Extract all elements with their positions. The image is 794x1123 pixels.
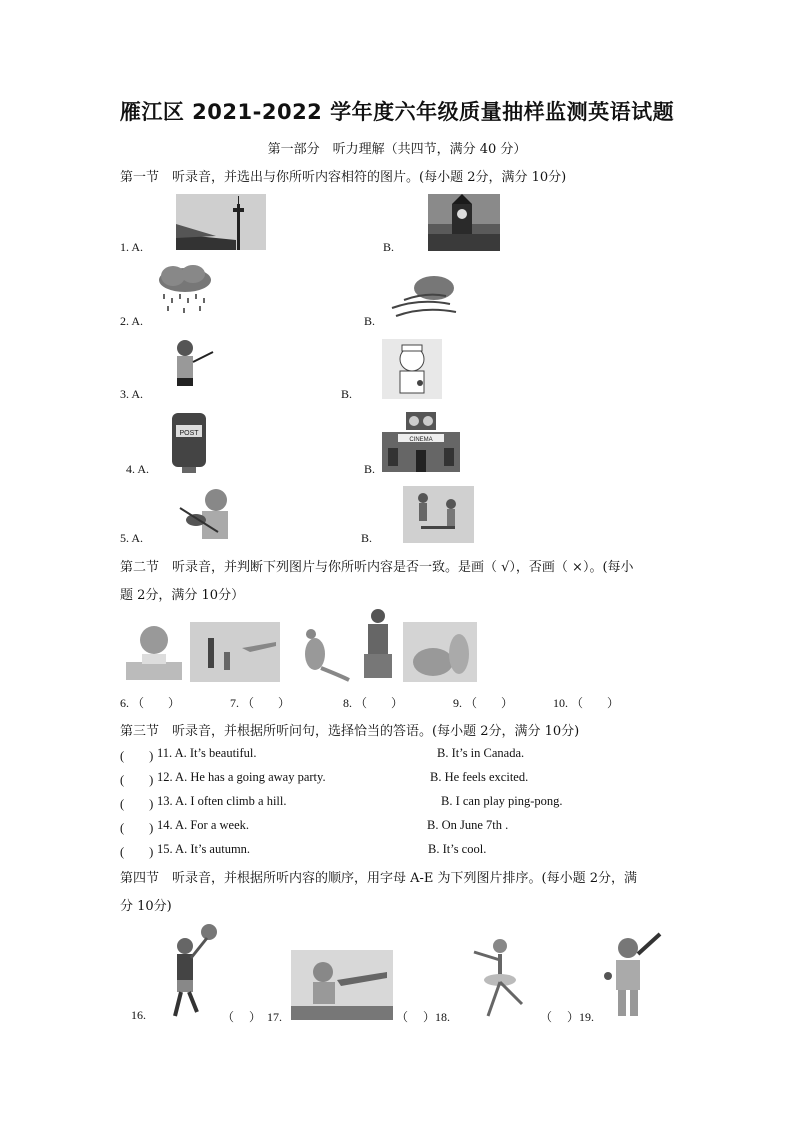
q1-b-label: B. — [383, 240, 395, 254]
q14-option-b: B. On June 7th . — [427, 818, 509, 832]
model-plane-image[interactable] — [291, 950, 393, 1020]
q15-option-b: B. It’s cool. — [428, 842, 487, 856]
big-ben-image[interactable] — [428, 194, 500, 251]
q8-label: 8. （ ） — [343, 696, 404, 710]
cooking-boy-image[interactable] — [120, 618, 188, 684]
teacher-image[interactable] — [165, 336, 215, 396]
ballet-dancer-image[interactable] — [466, 934, 528, 1020]
terracotta-warrior-image[interactable] — [352, 606, 402, 684]
rain-cloud-image[interactable] — [155, 264, 215, 319]
q13-paren: ( ) — [120, 797, 154, 811]
q5-a-label: 5. A. — [120, 531, 144, 545]
section-1-heading: 第一节 听录音，并选出与你所听内容相符的图片。(每小题 2分，满分 10分) — [120, 170, 567, 185]
page-title: 雁江区 2021-2022 学年度六年级质量抽样监测英语试题 — [119, 100, 675, 124]
q12-option-b: B. He feels excited. — [430, 770, 529, 784]
cinema-text: CINEMA — [409, 437, 433, 443]
baseball-player-image[interactable] — [598, 930, 664, 1020]
q14-paren: ( ) — [120, 821, 154, 835]
q11-option-a: 11. A. It’s beautiful. — [157, 746, 257, 760]
part-one-heading: 第一部分 听力理解（共四节，满分 40 分） — [267, 142, 527, 157]
q15-paren: ( ) — [120, 845, 154, 859]
basketball-image[interactable] — [155, 922, 221, 1020]
q4-b-label: B. — [364, 462, 376, 476]
q12-paren: ( ) — [120, 773, 154, 787]
q16-label: 16. — [131, 1008, 146, 1022]
q2-b-label: B. — [364, 314, 376, 328]
q6-label: 6. （ ） — [120, 696, 181, 710]
q19-label: （ ）19. — [540, 1010, 595, 1024]
q3-b-label: B. — [341, 387, 353, 401]
q11-paren: ( ) — [120, 749, 154, 763]
doctor-image[interactable] — [382, 339, 442, 399]
airport-image[interactable] — [190, 622, 280, 682]
q10-label: 10. （ ） — [553, 696, 620, 710]
ping-pong-image[interactable] — [403, 486, 474, 543]
section-4-heading-line2: 分 10分) — [120, 899, 172, 914]
tower-image[interactable] — [176, 194, 266, 250]
kangaroo-image[interactable] — [281, 620, 351, 684]
cinema-image[interactable] — [378, 410, 464, 472]
windy-cloud-image[interactable] — [390, 268, 462, 324]
q11-option-b: B. It’s in Canada. — [437, 746, 525, 760]
q12-option-a: 12. A. He has a going away party. — [157, 770, 326, 784]
q17-label: （ ） 17. — [222, 1010, 283, 1024]
food-basket-image[interactable] — [403, 622, 477, 682]
q13-option-b: B. I can play ping-pong. — [441, 794, 563, 808]
q9-label: 9. （ ） — [453, 696, 514, 710]
q3-a-label: 3. A. — [120, 387, 144, 401]
q1-a-label: 1. A. — [120, 240, 144, 254]
q4-a-label: 4. A. — [126, 462, 150, 476]
section-2-heading-line1: 第二节 听录音，并判断下列图片与你所听内容是否一致。是画（ √），否画（ ×）。(每小 — [120, 560, 634, 575]
q18-label: （ ）18. — [396, 1010, 451, 1024]
postbox-text: POST — [179, 430, 199, 437]
section-3-heading: 第三节 听录音，并根据所听问句，选择恰当的答语。(每小题 2分，满分 10分) — [120, 724, 580, 739]
section-2-heading-line2: 题 2分，满分 10分） — [120, 588, 245, 603]
q14-option-a: 14. A. For a week. — [157, 818, 249, 832]
section-4-heading-line1: 第四节 听录音，并根据所听内容的顺序，用字母 A-E 为下列图片排序。(每小题 2分，满 — [120, 871, 638, 886]
postbox-image[interactable] — [158, 409, 216, 473]
q7-label: 7. （ ） — [230, 696, 291, 710]
q13-option-a: 13. A. I often climb a hill. — [157, 794, 287, 808]
violin-boy-image[interactable] — [176, 486, 238, 543]
q5-b-label: B. — [361, 531, 373, 545]
q2-a-label: 2. A. — [120, 314, 144, 328]
q15-option-a: 15. A. It’s autumn. — [157, 842, 251, 856]
